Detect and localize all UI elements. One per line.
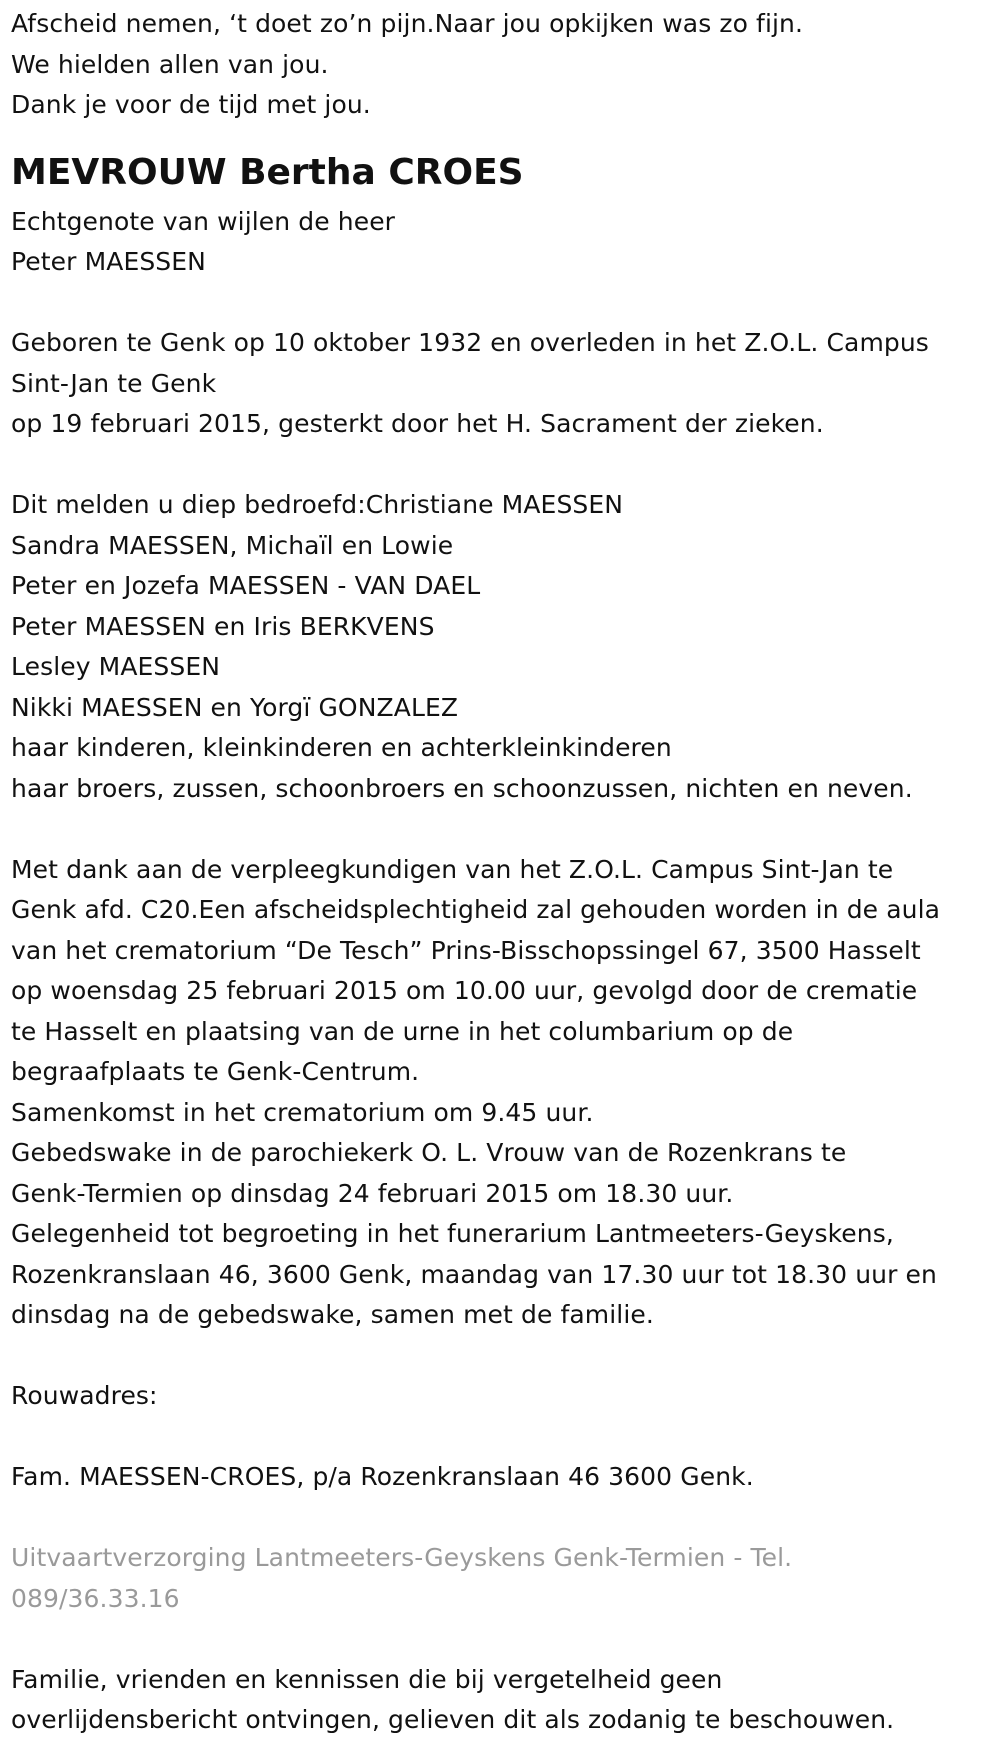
spouse-block: [11, 202, 989, 283]
family-line: Peter MAESSEN en Iris BERKVENS: [11, 611, 435, 641]
ceremony-line: Rozenkranslaan 46, 3600 Genk, maandag van 17.30 uur tot 18.30 uur en: [11, 1259, 937, 1289]
ceremony-block: [11, 850, 989, 1336]
ceremony-line: Samenkomst in het crematorium om 9.45 uur.: [11, 1097, 594, 1127]
ceremony-line: Gebedswake in de parochiekerk O. L. Vrouw van de Rozenkrans te: [11, 1138, 847, 1167]
verse-line: Dank je voor de tijd met jou.: [11, 90, 371, 119]
spacer: [11, 445, 989, 486]
verse-block: [11, 4, 989, 126]
birth-line: Sint-Jan te Genk: [11, 368, 217, 398]
spacer: [11, 1336, 989, 1377]
closing-line: overlijdensbericht ontvingen, gelieven dit als zodanig te beschouwen.: [11, 1705, 895, 1734]
spouse-line: Peter MAESSEN: [11, 247, 206, 276]
mourning-address: Fam. MAESSEN-CROES, p/a Rozenkranslaan 46 3600 Genk.: [11, 1462, 754, 1491]
undertaker-phone: 089/36.33.16: [11, 1583, 180, 1613]
family-line: Lesley MAESSEN: [11, 652, 221, 681]
ceremony-line: Gelegenheid tot begroeting in het funerarium Lantmeeters-Geyskens,: [11, 1219, 894, 1248]
undertaker-line: Uitvaartverzorging Lantmeeters-Geyskens Genk-Termien - Tel.: [11, 1543, 793, 1572]
spacer: [11, 283, 989, 324]
closing-block: [11, 1660, 989, 1741]
family-line: Nikki MAESSEN en Yorgï GONZALEZ: [11, 692, 459, 722]
family-line: haar kinderen, kleinkinderen en achterkleinkinderen: [11, 733, 672, 762]
verse-line: We hielden allen van jou.: [11, 49, 329, 79]
birth-line: op 19 februari 2015, gesterkt door het H. Sacrament der zieken.: [11, 409, 824, 438]
ceremony-line: van het crematorium “De Tesch” Prins-Bisschopssingel 67, 3500 Hasselt: [11, 935, 921, 965]
ceremony-line: te Hasselt en plaatsing van de urne in het columbarium op de: [11, 1016, 794, 1046]
ceremony-line: Genk afd. C20.Een afscheidsplechtigheid zal gehouden worden in de aula: [11, 895, 941, 924]
undertaker-block: [11, 1538, 989, 1619]
ceremony-line: begraafplaats te Genk-Centrum.: [11, 1057, 420, 1086]
ceremony-line: Met dank aan de verpleegkundigen van het Z.O.L. Campus Sint-Jan te: [11, 854, 894, 884]
spacer: [11, 1498, 989, 1539]
spouse-line: Echtgenote van wijlen de heer: [11, 206, 396, 236]
verse-line: Afscheid nemen, ‘t doet zo’n pijn.Naar jou opkijken was zo fijn.: [11, 9, 804, 38]
ceremony-line: op woensdag 25 februari 2015 om 10.00 uur, gevolgd door de crematie: [11, 976, 918, 1005]
family-block: [11, 485, 989, 809]
address-label: Rouwadres:: [11, 1381, 158, 1410]
spacer: [11, 1619, 989, 1660]
spacer: [11, 809, 989, 850]
deceased-name: MEVROUW Bertha CROES: [11, 151, 524, 193]
ceremony-line: Genk-Termien op dinsdag 24 februari 2015 om 18.30 uur.: [11, 1178, 734, 1208]
closing-line: Familie, vrienden en kennissen die bij vergetelheid geen: [11, 1664, 723, 1694]
family-line: Dit melden u diep bedroefd:Christiane MAESSEN: [11, 490, 624, 519]
birth-line: Geboren te Genk op 10 oktober 1932 en overleden in het Z.O.L. Campus: [11, 328, 929, 357]
family-line: haar broers, zussen, schoonbroers en schoonzussen, nichten en neven.: [11, 773, 913, 803]
birth-death-block: [11, 323, 989, 445]
family-line: Peter en Jozefa MAESSEN - VAN DAEL: [11, 571, 481, 600]
ceremony-line: dinsdag na de gebedswake, samen met de familie.: [11, 1300, 654, 1329]
spacer: [11, 1417, 989, 1458]
family-line: Sandra MAESSEN, Michaïl en Lowie: [11, 530, 454, 560]
